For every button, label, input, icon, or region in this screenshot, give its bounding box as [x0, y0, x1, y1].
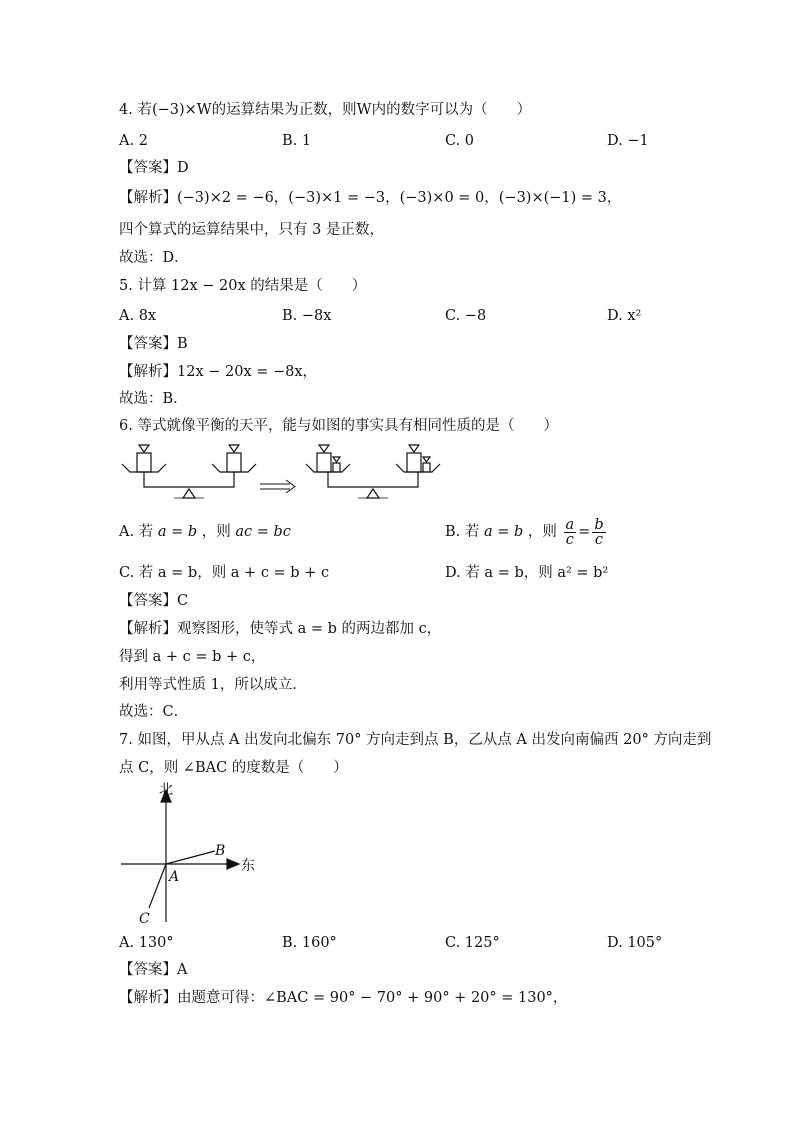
- point-c-label: C: [139, 911, 150, 927]
- q5-option-c: C. −8: [445, 308, 487, 324]
- right-balance-scale: [306, 445, 440, 498]
- q6-property: 利用等式性质 1，所以成立．: [119, 677, 307, 693]
- q4-option-c: C. 0: [445, 133, 475, 149]
- q5-stem: 5. 计算 12x − 20x 的结果是（ ）: [119, 278, 367, 294]
- q4-stem: 4. 若(−3)×W的运算结果为正数，则W内的数字可以为（ ）: [119, 102, 532, 118]
- q6-select: 故选：C．: [119, 704, 189, 720]
- q6-derivation: 得到 a + c = b + c，: [119, 649, 266, 665]
- q4-analysis: 【解析】(−3)×2 = −6，(−3)×1 = −3，(−3)×0 = 0，(−3)×(−1) = 3，: [119, 190, 622, 206]
- q6-stem: 6. 等式就像平衡的天平，能与如图的事实具有相同性质的是（ ）: [119, 418, 558, 434]
- q6-option-d: D. 若 a = b，则 a² = b²: [445, 565, 609, 581]
- q6-analysis: 【解析】观察图形，使等式 a = b 的两边都加 c，: [119, 621, 442, 637]
- frac-denominator-c: c: [565, 531, 574, 548]
- q4-option-b: B. 1: [282, 133, 312, 149]
- fraction-a-over-c: [564, 518, 577, 547]
- q7-option-b: B. 160°: [282, 935, 337, 951]
- q7-answer: 【答案】A: [119, 962, 188, 978]
- q5-analysis: 【解析】12x − 20x = −8x，: [119, 364, 318, 380]
- q6-option-a-result: ac = bc: [235, 524, 291, 540]
- balance-scale-figure: [118, 440, 448, 502]
- q6-option-c: C. 若 a = b，则 a + c = b + c: [119, 565, 330, 581]
- q5-select: 故选：B．: [119, 391, 188, 407]
- q4-select: 故选：D．: [119, 250, 189, 266]
- q5-option-a: A. 8x: [119, 308, 157, 324]
- fraction-b-over-c: [592, 518, 605, 547]
- q4-option-d: D. −1: [607, 133, 649, 149]
- frac-numerator-b: b: [594, 516, 604, 533]
- frac-denominator-c2: c: [594, 531, 604, 548]
- q6-option-a-then: ，则: [201, 524, 231, 540]
- q4-answer: 【答案】D: [119, 160, 189, 176]
- q6-option-a-prefix: A. 若: [119, 524, 154, 540]
- q7-option-c: C. 125°: [445, 935, 500, 951]
- q4-option-a: A. 2: [119, 133, 148, 149]
- q5-answer: 【答案】B: [119, 336, 188, 352]
- left-balance-scale: [122, 445, 256, 498]
- direction-diagram: [115, 780, 275, 930]
- east-label: 东: [241, 858, 255, 874]
- q7-analysis: 【解析】由题意可得：∠BAC = 90° − 70° + 90° + 20° = 130°，: [119, 990, 568, 1006]
- q6-option-b-then: ，则: [527, 524, 557, 540]
- equals-sign: =: [578, 524, 591, 540]
- q6-answer: 【答案】C: [119, 593, 189, 609]
- north-label: 北: [159, 782, 173, 798]
- point-a-label: A: [169, 869, 180, 885]
- q6-option-b: [445, 512, 608, 552]
- q7-option-a: A. 130°: [119, 935, 174, 951]
- ray-ab: [166, 851, 215, 864]
- point-b-label: B: [215, 843, 226, 859]
- q6-option-a: [119, 522, 291, 542]
- q7-option-d: D. 105°: [607, 935, 663, 951]
- double-arrow-icon: [260, 480, 295, 493]
- frac-numerator-a: a: [565, 516, 575, 533]
- q6-option-a-cond: a = b: [157, 524, 198, 540]
- ray-ac: [149, 864, 166, 908]
- q5-option-b: B. −8x: [282, 308, 332, 324]
- q4-note: 四个算式的运算结果中，只有 3 是正数，: [119, 222, 384, 238]
- q7-stem-line2: 点 C，则 ∠BAC 的度数是（ ）: [119, 760, 348, 776]
- east-arrowhead-icon: [227, 859, 239, 869]
- q7-stem-line1: 7. 如图，甲从点 A 出发向北偏东 70° 方向走到点 B，乙从点 A 出发向南偏西 20° 方向走到: [119, 732, 712, 748]
- q5-option-d: D. x²: [607, 308, 642, 324]
- q6-option-b-prefix: B. 若: [445, 524, 480, 540]
- q6-option-b-cond: a = b: [483, 524, 524, 540]
